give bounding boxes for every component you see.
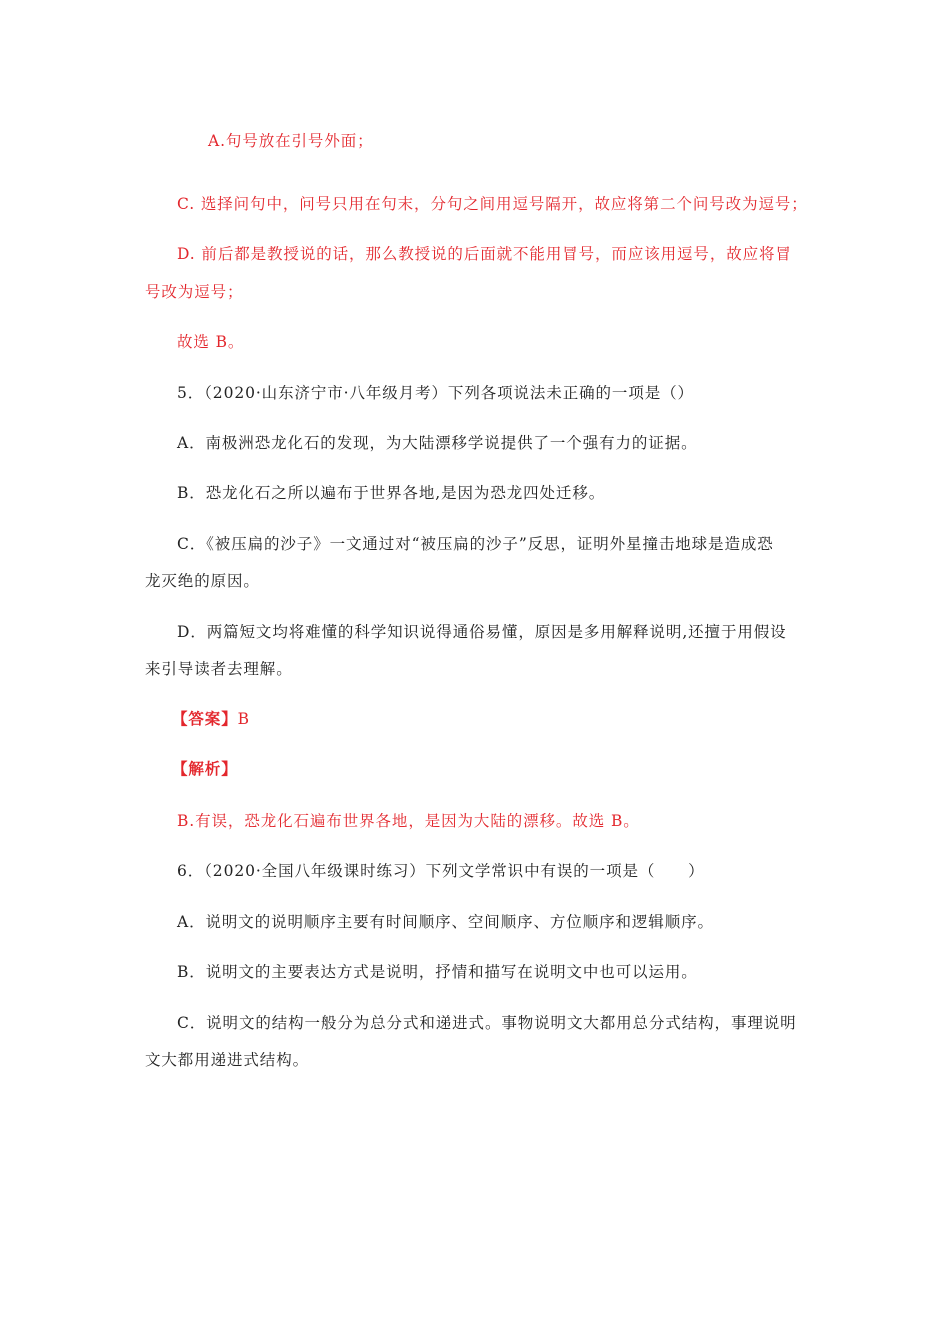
q5-option-d-line2: 来引导读者去理解。 bbox=[145, 660, 293, 678]
q5-option-d-line1: D．两篇短文均将难懂的科学知识说得通俗易懂，原因是多用解释说明,还擅于用假设 bbox=[177, 623, 787, 641]
q5-stem: 5．（2020·山东济宁市·八年级月考）下列各项说法未正确的一项是（） bbox=[177, 384, 694, 402]
q5-analysis: B.有误，恐龙化石遍布世界各地，是因为大陆的漂移。故选 B。 bbox=[177, 812, 640, 830]
prev-conclusion: 故选 B。 bbox=[177, 333, 245, 351]
q6-option-a: A．说明文的说明顺序主要有时间顺序、空间顺序、方位顺序和逻辑顺序。 bbox=[177, 913, 714, 931]
q6-option-c-line2: 文大都用递进式结构。 bbox=[145, 1051, 310, 1069]
q5-option-c-line2: 龙灭绝的原因。 bbox=[145, 572, 260, 590]
q6-option-c-line1: C．说明文的结构一般分为总分式和递进式。事物说明文大都用总分式结构，事理说明 bbox=[177, 1014, 797, 1032]
q5-answer bbox=[172, 709, 250, 729]
prev-analysis-d-line2: 号改为逗号； bbox=[145, 283, 244, 301]
q6-option-b: B．说明文的主要表达方式是说明，抒情和描写在说明文中也可以运用。 bbox=[177, 963, 698, 981]
q5-option-b: B．恐龙化石之所以遍布于世界各地,是因为恐龙四处迁移。 bbox=[177, 484, 606, 502]
prev-analysis-c: C. 选择问句中，问号只用在句末，分句之间用逗号隔开，故应将第二个问号改为逗号； bbox=[177, 195, 808, 213]
q5-analysis-label: 【解析】 bbox=[172, 759, 238, 778]
answer-label: 【答案】 bbox=[172, 709, 238, 728]
q5-option-a: A．南极洲恐龙化石的发现，为大陆漂移学说提供了一个强有力的证据。 bbox=[177, 434, 698, 452]
q6-stem: 6．（2020·全国八年级课时练习）下列文学常识中有误的一项是（ ） bbox=[177, 862, 705, 880]
prev-analysis-d-line1: D. 前后都是教授说的话，那么教授说的后面就不能用冒号，而应该用逗号，故应将冒 bbox=[177, 245, 792, 263]
prev-analysis-a: A.句号放在引号外面； bbox=[208, 132, 374, 150]
answer-value: B bbox=[237, 710, 250, 728]
q5-option-c-line1: C．《被压扁的沙子》一文通过对“被压扁的沙子”反思，证明外星撞击地球是造成恐 bbox=[177, 535, 774, 553]
